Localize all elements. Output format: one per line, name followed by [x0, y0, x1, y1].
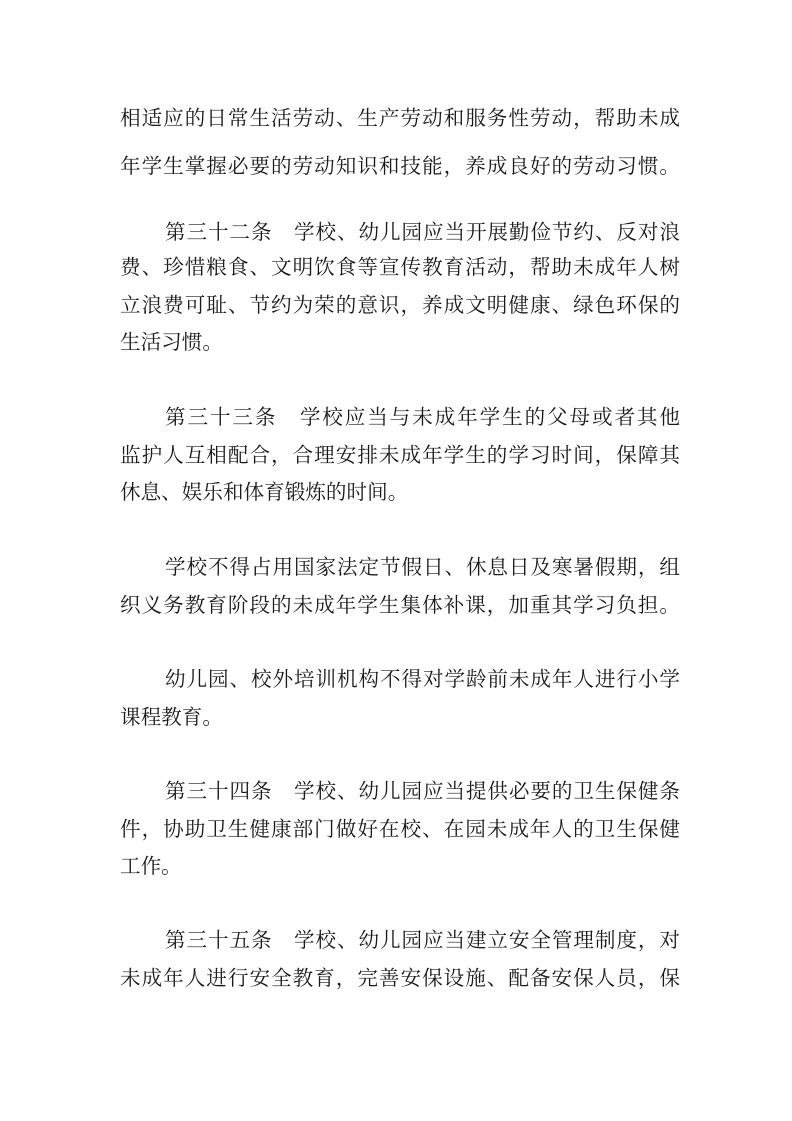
paragraph-line: 年学生掌握必要的劳动知识和技能，养成良好的劳动习惯。: [120, 154, 680, 178]
article-32-line: 立浪费可耻、节约为荣的意识，养成文明健康、绿色环保的: [120, 293, 680, 317]
article-35-line: 未成年人进行安全教育，完善安保设施、配备安保人员，保: [120, 966, 680, 990]
paragraph-line: 学校不得占用国家法定节假日、休息日及寒暑假期，组: [165, 555, 680, 579]
article-34-line: 工作。: [120, 854, 182, 878]
article-32-line: 费、珍惜粮食、文明饮食等宣传教育活动，帮助未成年人树: [120, 255, 680, 279]
paragraph-line: 课程教育。: [120, 705, 223, 729]
article-33-line: 休息、娱乐和体育锻炼的时间。: [120, 480, 409, 504]
article-33-line: 第三十三条 学校应当与未成年学生的父母或者其他: [165, 405, 680, 429]
article-34-line: 第三十四条 学校、幼儿园应当提供必要的卫生保健条: [165, 779, 680, 803]
paragraph-line: 织义务教育阶段的未成年学生集体补课，加重其学习负担。: [120, 593, 680, 617]
article-34-line: 件，协助卫生健康部门做好在校、在园未成年人的卫生保健: [120, 817, 680, 841]
article-33-line: 监护人互相配合，合理安排未成年学生的学习时间，保障其: [120, 443, 680, 467]
article-32-line: 生活习惯。: [120, 330, 223, 354]
paragraph-line: 相适应的日常生活劳动、生产劳动和服务性劳动，帮助未成: [120, 106, 680, 130]
article-35-line: 第三十五条 学校、幼儿园应当建立安全管理制度，对: [165, 928, 680, 952]
paragraph-line: 幼儿园、校外培训机构不得对学龄前未成年人进行小学: [165, 667, 680, 691]
article-32-line: 第三十二条 学校、幼儿园应当开展勤俭节约、反对浪: [165, 220, 680, 244]
